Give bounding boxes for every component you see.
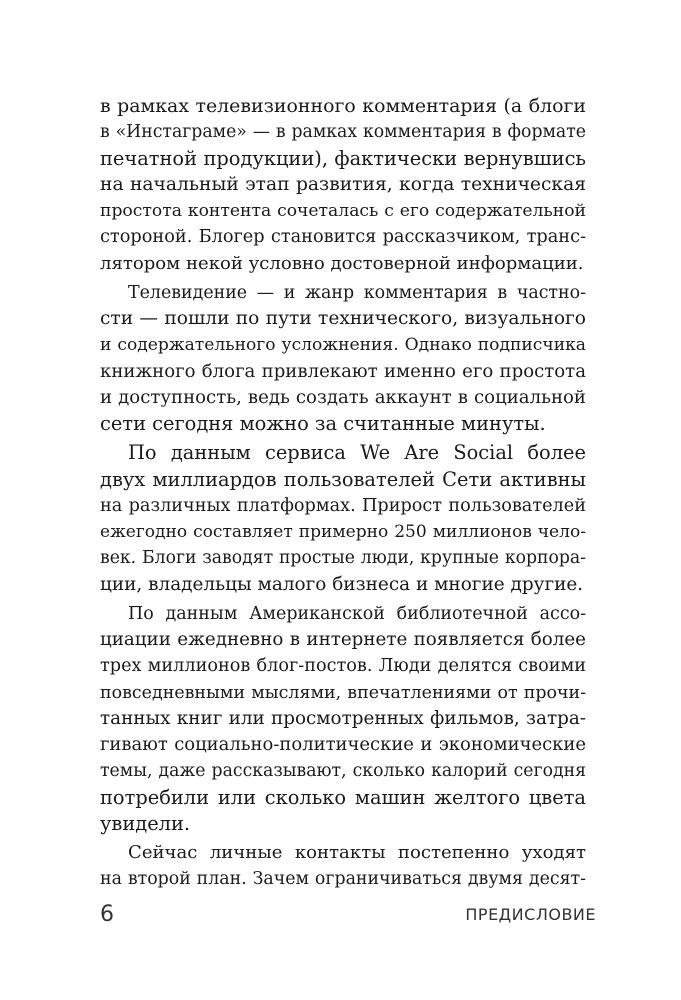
text-line: на начальный этап развития, когда техническая xyxy=(100,173,586,195)
text-line: циации ежедневно в интернете появляется более xyxy=(100,629,586,650)
text-line: лятором некой условно достоверной информации. xyxy=(100,252,584,274)
text-line: увидели. xyxy=(100,811,191,835)
page-number: 6 xyxy=(100,902,114,927)
text-line: печатной продукции), фактически вернувшись xyxy=(100,146,586,170)
text-line: книжного блога привлекают именно его простота xyxy=(100,360,586,382)
text-line: танных книг или просмотренных фильмов, затра- xyxy=(100,707,586,729)
paragraph-1 xyxy=(100,93,586,277)
text-line: По данным сервиса We Are Social более xyxy=(128,441,586,465)
text-line: По данным Американской библиотечной ассо- xyxy=(128,603,586,624)
text-line: темы, даже рассказывают, сколько калорий сегодня xyxy=(100,761,586,782)
paragraph-2 xyxy=(100,280,586,438)
text-line: Сейчас личные контакты постепенно уходят xyxy=(128,842,586,863)
text-line: на второй план. Зачем ограничиваться двумя десят- xyxy=(100,869,586,890)
text-line: на различных платформах. Прирост пользователей xyxy=(100,495,586,516)
text-line: двух миллиардов пользователей Сети активны xyxy=(100,467,586,491)
text-line: стороной. Блогер становится рассказчиком, транс- xyxy=(100,227,586,248)
text-line: гивают социально-политические и экономические xyxy=(100,734,586,755)
text-line: и доступность, ведь создать аккаунт в социальной xyxy=(100,386,586,408)
text-line: и содержательного усложнения. Однако подписчика xyxy=(100,335,586,356)
text-line: сети сегодня можно за считанные минуты. xyxy=(100,412,546,435)
text-line: ции, владельцы малого бизнеса и многие другие. xyxy=(100,573,584,595)
text-line: потребили или сколько машин желтого цвета xyxy=(100,785,586,809)
text-line: трех миллионов блог-постов. Люди делятся своими xyxy=(100,656,586,677)
paragraph-4 xyxy=(100,601,586,837)
text-line: повседневными мыслями, впечатлениями от прочи- xyxy=(100,682,586,703)
text-line: век. Блоги заводят простые люди, крупные корпора- xyxy=(100,548,586,569)
text-line: простота контента сочеталась с его содержательной xyxy=(100,201,586,221)
paragraph-3 xyxy=(100,440,586,598)
text-line: сти — пошли по пути технического, визуального xyxy=(100,308,586,329)
text-line: в «Инстаграме» — в рамках комментария в формате xyxy=(100,122,586,143)
text-line: Телевидение — и жанр комментария в частно- xyxy=(128,282,586,303)
running-head: ПРЕДИСЛОВИЕ xyxy=(465,905,596,924)
text-line: ежегодно составляет примерно 250 миллионов чело- xyxy=(100,522,586,542)
paragraph-5 xyxy=(100,840,586,893)
body-text xyxy=(100,93,586,893)
text-line: в рамках телевизионного комментария (а блоги xyxy=(100,95,586,117)
